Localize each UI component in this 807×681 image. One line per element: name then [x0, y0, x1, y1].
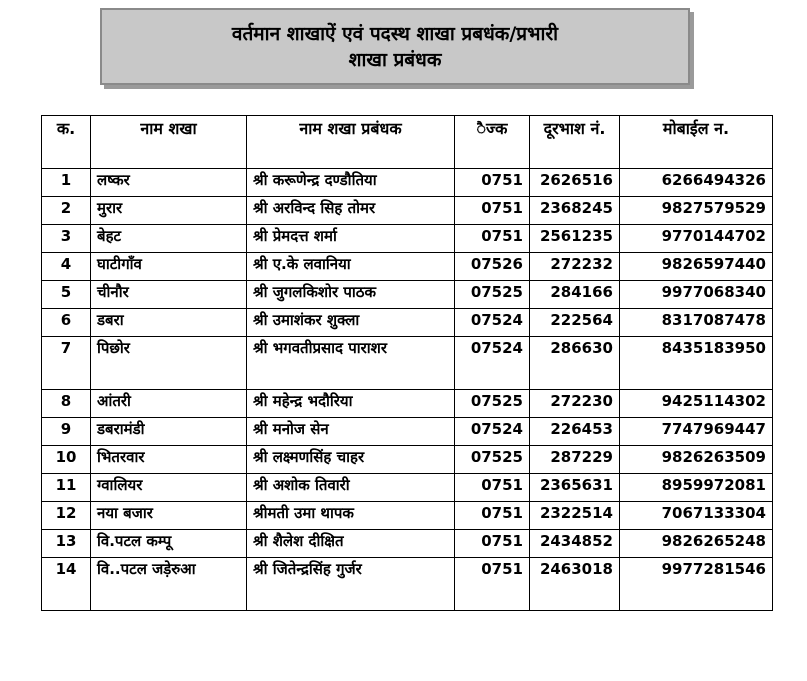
- cell-branch-name: ग्वालियर: [91, 474, 247, 502]
- branch-table: [41, 115, 773, 611]
- cell-serial: 2: [42, 197, 91, 225]
- cell-phone: 286630: [530, 337, 620, 390]
- cell-branch-name: बेहट: [91, 225, 247, 253]
- cell-mobile: 9425114302: [620, 390, 773, 418]
- cell-std-code: 07524: [455, 337, 530, 390]
- cell-mobile: 8435183950: [620, 337, 773, 390]
- table-row: [42, 474, 773, 502]
- cell-phone: 272232: [530, 253, 620, 281]
- cell-phone: 284166: [530, 281, 620, 309]
- cell-std-code: 07524: [455, 418, 530, 446]
- table-row: [42, 418, 773, 446]
- cell-phone: 272230: [530, 390, 620, 418]
- table-row: [42, 558, 773, 611]
- table-row: [42, 337, 773, 390]
- cell-phone: 287229: [530, 446, 620, 474]
- header-std-code: ैज्क: [455, 116, 530, 169]
- table-row: [42, 390, 773, 418]
- header-branch-name: नाम शखा: [91, 116, 247, 169]
- cell-branch-name: चीनौर: [91, 281, 247, 309]
- cell-std-code: 0751: [455, 558, 530, 611]
- cell-std-code: 07525: [455, 281, 530, 309]
- header-manager-name: नाम शखा प्रबंधक: [247, 116, 455, 169]
- cell-phone: 226453: [530, 418, 620, 446]
- cell-branch-name: भितरवार: [91, 446, 247, 474]
- cell-std-code: 07525: [455, 390, 530, 418]
- header-mobile: मोबाईल न.: [620, 116, 773, 169]
- cell-serial: 5: [42, 281, 91, 309]
- cell-branch-name: नया बजार: [91, 502, 247, 530]
- cell-mobile: 9826597440: [620, 253, 773, 281]
- table-row: [42, 253, 773, 281]
- cell-serial: 3: [42, 225, 91, 253]
- title-line-2: शाखा प्रबंधक: [348, 48, 442, 71]
- cell-serial: 7: [42, 337, 91, 390]
- cell-manager-name: श्री प्रेमदत्त शर्मा: [247, 225, 455, 253]
- cell-manager-name: श्री भगवतीप्रसाद पाराशर: [247, 337, 455, 390]
- cell-phone: 2368245: [530, 197, 620, 225]
- cell-manager-name: श्री शैलेश दीक्षित: [247, 530, 455, 558]
- cell-branch-name: घाटीगाँव: [91, 253, 247, 281]
- cell-manager-name: श्री मनोज सेन: [247, 418, 455, 446]
- cell-std-code: 07525: [455, 446, 530, 474]
- cell-branch-name: डबरा: [91, 309, 247, 337]
- cell-manager-name: श्री ए.के लवानिया: [247, 253, 455, 281]
- title-line-1: वर्तमान शाखाऐं एवं पदस्थ शाखा प्रबधंक/प्रभारी: [231, 22, 559, 45]
- cell-mobile: 9977281546: [620, 558, 773, 611]
- cell-serial: 8: [42, 390, 91, 418]
- cell-phone: 2322514: [530, 502, 620, 530]
- cell-branch-name: पिछोर: [91, 337, 247, 390]
- cell-phone: 222564: [530, 309, 620, 337]
- cell-phone: 2626516: [530, 169, 620, 197]
- cell-serial: 13: [42, 530, 91, 558]
- cell-serial: 10: [42, 446, 91, 474]
- cell-serial: 4: [42, 253, 91, 281]
- cell-branch-name: आंतरी: [91, 390, 247, 418]
- table-row: [42, 169, 773, 197]
- cell-mobile: 7747969447: [620, 418, 773, 446]
- cell-std-code: 0751: [455, 169, 530, 197]
- cell-manager-name: श्री लक्ष्मणसिंह चाहर: [247, 446, 455, 474]
- cell-branch-name: डबरामंडी: [91, 418, 247, 446]
- cell-mobile: 7067133304: [620, 502, 773, 530]
- table-row: [42, 197, 773, 225]
- cell-branch-name: मुरार: [91, 197, 247, 225]
- cell-mobile: 8959972081: [620, 474, 773, 502]
- cell-manager-name: श्री महेन्द्र भदौरिया: [247, 390, 455, 418]
- cell-phone: 2463018: [530, 558, 620, 611]
- cell-manager-name: श्री करूणेन्द्र दण्डौतिया: [247, 169, 455, 197]
- table-row: [42, 309, 773, 337]
- cell-branch-name: वि..पटल जड़ेरुआ: [91, 558, 247, 611]
- table-row: [42, 225, 773, 253]
- cell-manager-name: श्री उमाशंकर शुक्ला: [247, 309, 455, 337]
- cell-std-code: 07524: [455, 309, 530, 337]
- cell-mobile: 9977068340: [620, 281, 773, 309]
- cell-mobile: 9826265248: [620, 530, 773, 558]
- table-header-row: [42, 116, 773, 169]
- cell-std-code: 07526: [455, 253, 530, 281]
- cell-mobile: 9826263509: [620, 446, 773, 474]
- cell-manager-name: श्री जितेन्द्रसिंह गुर्जर: [247, 558, 455, 611]
- cell-serial: 14: [42, 558, 91, 611]
- cell-manager-name: श्री जुगलकिशोर पाठक: [247, 281, 455, 309]
- cell-phone: 2365631: [530, 474, 620, 502]
- cell-branch-name: लष्कर: [91, 169, 247, 197]
- cell-phone: 2434852: [530, 530, 620, 558]
- cell-serial: 12: [42, 502, 91, 530]
- table-row: [42, 530, 773, 558]
- table-row: [42, 446, 773, 474]
- table-row: [42, 502, 773, 530]
- cell-branch-name: वि.पटल कम्पू: [91, 530, 247, 558]
- cell-phone: 2561235: [530, 225, 620, 253]
- cell-std-code: 0751: [455, 197, 530, 225]
- cell-std-code: 0751: [455, 474, 530, 502]
- cell-serial: 9: [42, 418, 91, 446]
- cell-serial: 1: [42, 169, 91, 197]
- cell-manager-name: श्री अरविन्द सिह तोमर: [247, 197, 455, 225]
- cell-mobile: 8317087478: [620, 309, 773, 337]
- cell-manager-name: श्री अशोक तिवारी: [247, 474, 455, 502]
- table-row: [42, 281, 773, 309]
- title-box: [100, 8, 690, 85]
- cell-mobile: 6266494326: [620, 169, 773, 197]
- cell-std-code: 0751: [455, 502, 530, 530]
- cell-std-code: 0751: [455, 530, 530, 558]
- header-phone: दूरभाश नं.: [530, 116, 620, 169]
- header-serial: क.: [42, 116, 91, 169]
- cell-mobile: 9827579529: [620, 197, 773, 225]
- cell-serial: 6: [42, 309, 91, 337]
- cell-serial: 11: [42, 474, 91, 502]
- cell-manager-name: श्रीमती उमा थापक: [247, 502, 455, 530]
- cell-std-code: 0751: [455, 225, 530, 253]
- cell-mobile: 9770144702: [620, 225, 773, 253]
